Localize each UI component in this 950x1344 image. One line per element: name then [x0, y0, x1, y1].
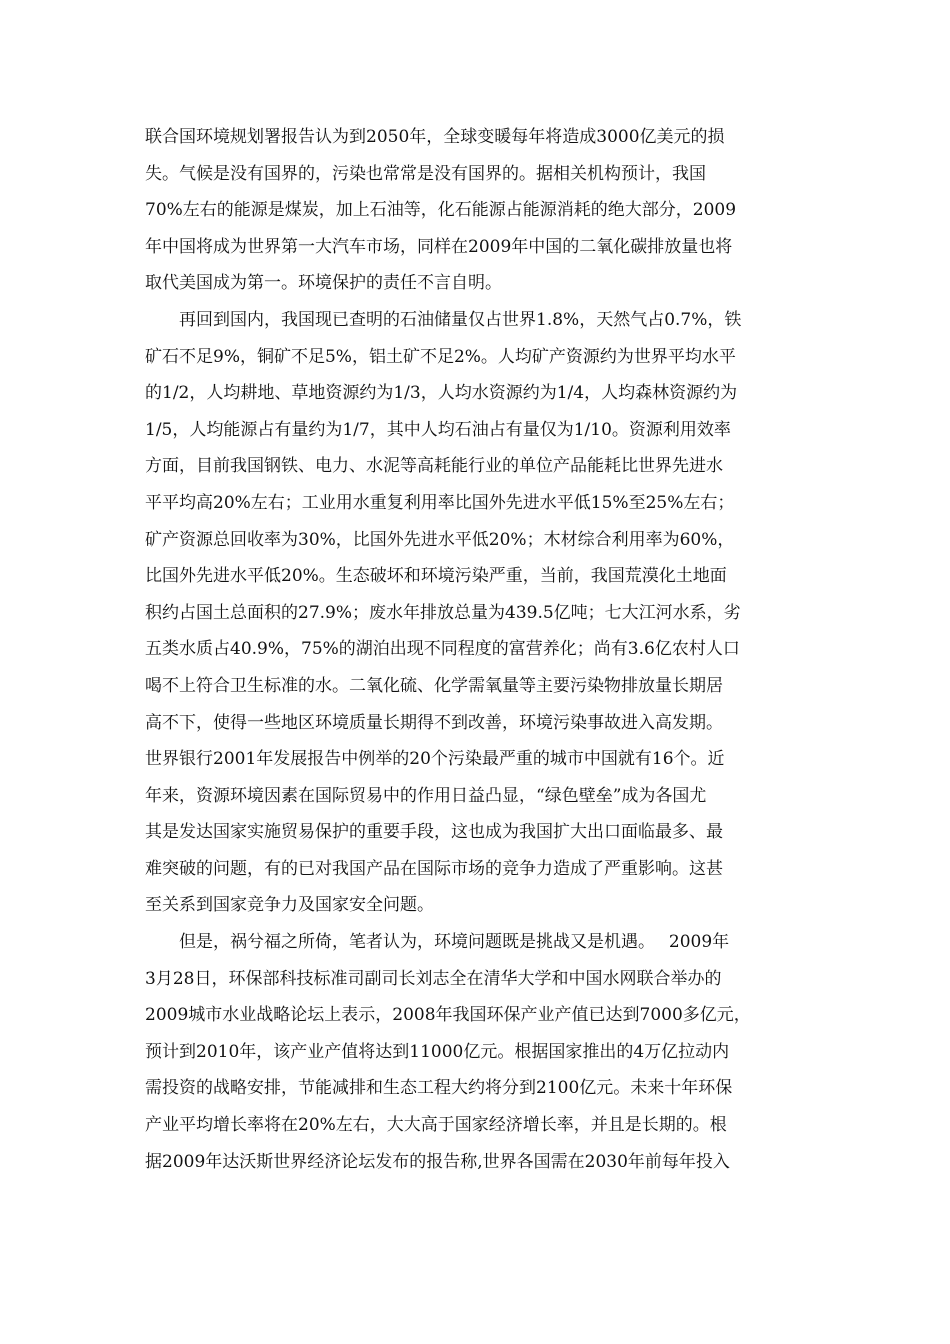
- text-line: 的1/2，人均耕地、草地资源约为1/3，人均水资源约为1/4，人均森林资源约为: [145, 383, 738, 404]
- text-line: 难突破的问题，有的已对我国产品在国际市场的竞争力造成了严重影响。这甚: [145, 858, 723, 879]
- text-line: 高不下，使得一些地区环境质量长期得不到改善，环境污染事故进入高发期。: [145, 712, 723, 733]
- text-line: 五类水质占40.9%，75%的湖泊出现不同程度的富营养化；尚有3.6亿农村人口: [145, 639, 740, 660]
- text-line: 至关系到国家竞争力及国家安全问题。: [145, 895, 434, 916]
- text-line: 其是发达国家实施贸易保护的重要手段，这也成为我国扩大出口面临最多、最: [145, 822, 723, 843]
- text-line: 70%左右的能源是煤炭，加上石油等，化石能源占能源消耗的绝大部分，2009: [145, 200, 737, 221]
- text-line: 方面，目前我国钢铁、电力、水泥等高耗能行业的单位产品能耗比世界先进水: [145, 456, 723, 477]
- text-line: 取代美国成为第一。环境保护的责任不言自明。: [145, 273, 502, 294]
- text-line: 预计到2010年，该产业产值将达到11000亿元。根据国家推出的4万亿拉动内: [145, 1041, 730, 1062]
- text-line: 年中国将成为世界第一大汽车市场，同样在2009年中国的二氧化碳排放量也将: [145, 236, 733, 257]
- text-line: 联合国环境规划署报告认为到2050年，全球变暖每年将造成3000亿美元的损: [145, 127, 725, 147]
- text-line: 世界银行2001年发展报告中例举的20个污染最严重的城市中国就有16个。近: [145, 749, 725, 770]
- text-line: 据2009年达沃斯世界经济论坛发布的报告称,世界各国需在2030年前每年投入: [145, 1151, 730, 1172]
- text-line: 喝不上符合卫生标准的水。二氧化硫、化学需氧量等主要污染物排放量长期居: [145, 675, 723, 696]
- text-line: 2009城市水业战略论坛上表示，2008年我国环保产业产值已达到7000多亿元，: [145, 1005, 751, 1026]
- text-line: 矿石不足9%，铜矿不足5%，铝土矿不足2%。人均矿产资源约为世界平均水平: [145, 346, 736, 367]
- text-line: 矿产资源总回收率为30%，比国外先进水平低20%；木材综合利用率为60%，: [145, 529, 735, 550]
- text-line: 3月28日，环保部科技标准司副司长刘志全在清华大学和中国水网联合举办的: [145, 968, 722, 989]
- text-line: 但是，祸兮福之所倚，笔者认为，环境问题既是挑战又是机遇。 2009年: [145, 932, 730, 953]
- text-line: 再回到国内，我国现已查明的石油储量仅占世界1.8%，天然气占0.7%，铁: [145, 309, 742, 330]
- text-line: 年来，资源环境因素在国际贸易中的作用日益凸显，“绿色壁垒”成为各国尤: [145, 785, 707, 806]
- body-text: [145, 119, 810, 1180]
- text-line: 需投资的战略安排，节能减排和生态工程大约将分到2100亿元。未来十年环保: [145, 1078, 733, 1099]
- text-line: 1/5，人均能源占有量约为1/7，其中人均石油占有量仅为1/10。资源利用效率: [145, 419, 731, 440]
- text-line: 失。气候是没有国界的，污染也常常是没有国界的。据相关机构预计，我国: [145, 163, 706, 184]
- text-line: 产业平均增长率将在20%左右，大大高于国家经济增长率，并且是长期的。根: [145, 1115, 727, 1136]
- text-line: 比国外先进水平低20%。生态破坏和环境污染严重，当前，我国荒漠化土地面: [145, 566, 727, 587]
- text-line: 积约占国土总面积的27.9%；废水年排放总量为439.5亿吨；七大江河水系，劣: [145, 602, 741, 623]
- text-line: 平平均高20%左右；工业用水重复利用率比国外先进水平低15%至25%左右；: [145, 492, 735, 513]
